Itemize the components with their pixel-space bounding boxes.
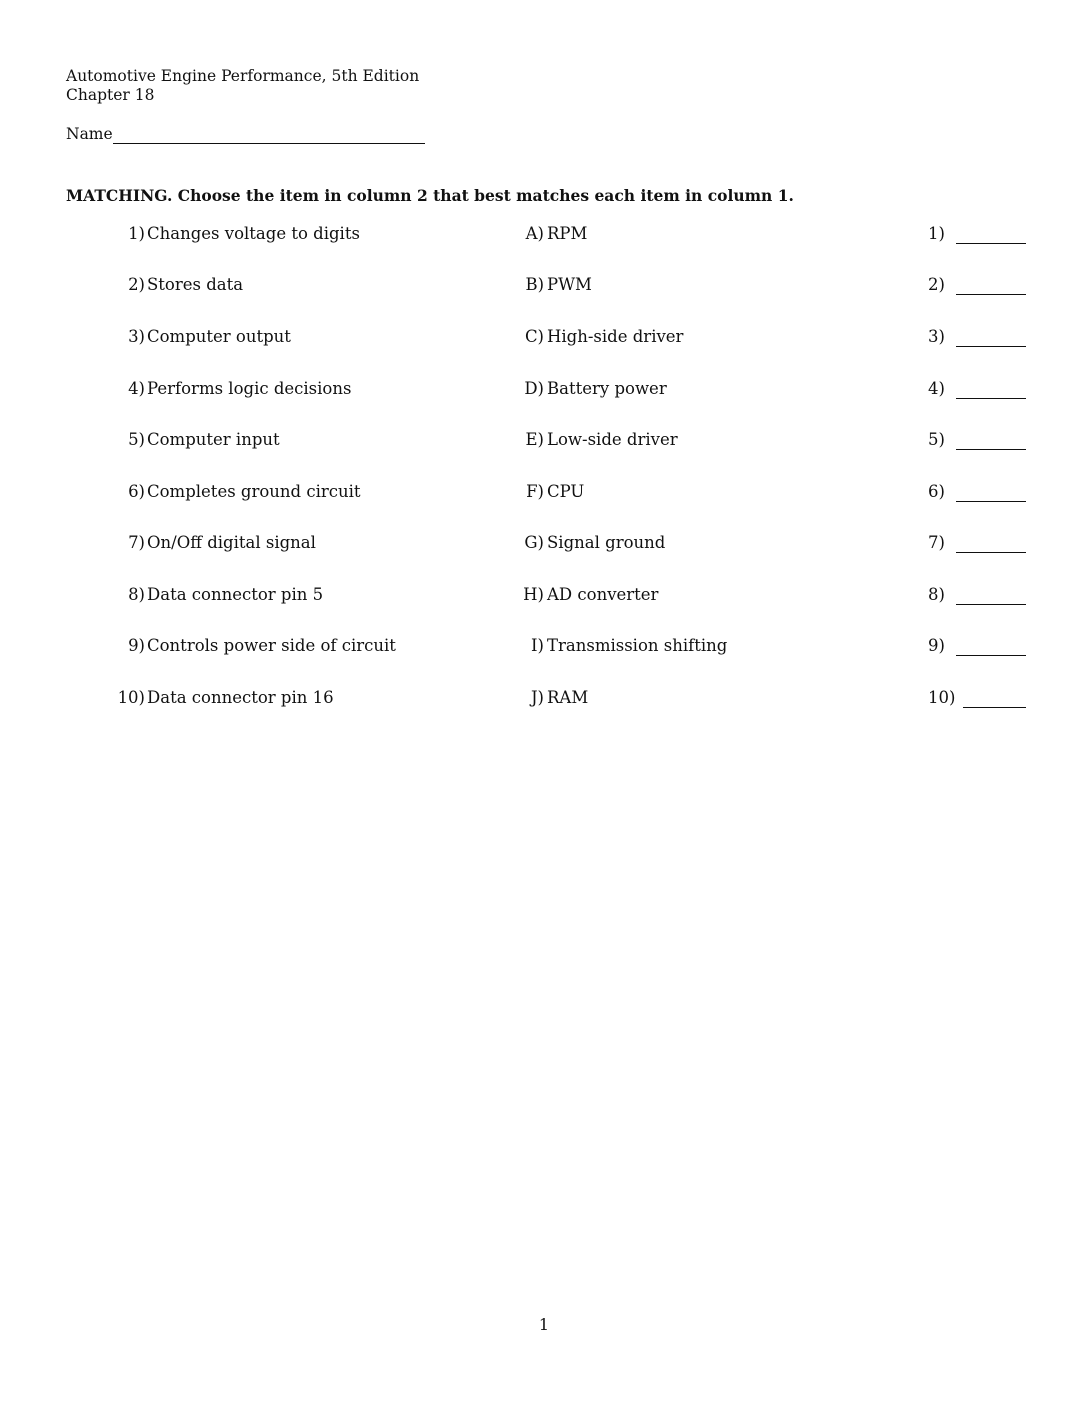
match-text: Transmission shifting: [547, 636, 728, 655]
name-label: Name: [66, 125, 113, 143]
question-row: [0, 482, 1088, 506]
chapter-label: Chapter 18: [66, 86, 155, 104]
answer-number: 3): [928, 327, 945, 346]
question-row: [0, 327, 1088, 351]
answer-number: 1): [928, 224, 945, 243]
name-field[interactable]: [66, 125, 425, 144]
match-letter: I): [531, 636, 544, 655]
question-row: [0, 533, 1088, 557]
match-letter: J): [530, 688, 544, 707]
question-row: [0, 688, 1088, 712]
question-number: 5): [128, 430, 145, 449]
question-text: Controls power side of circuit: [147, 636, 396, 655]
answer-blank[interactable]: [956, 655, 1026, 656]
match-text: RPM: [547, 224, 588, 243]
question-number: 10): [117, 688, 145, 707]
answer-number: 7): [928, 533, 945, 552]
match-text: PWM: [547, 275, 592, 294]
match-text: High-side driver: [547, 327, 684, 346]
answer-blank[interactable]: [956, 501, 1026, 502]
question-text: Computer input: [147, 430, 280, 449]
answer-blank[interactable]: [956, 398, 1026, 399]
question-text: Data connector pin 5: [147, 585, 324, 604]
question-text: Completes ground circuit: [147, 482, 361, 501]
question-number: 9): [128, 636, 145, 655]
match-letter: H): [523, 585, 544, 604]
answer-number: 9): [928, 636, 945, 655]
match-letter: B): [525, 275, 544, 294]
match-letter: A): [525, 224, 544, 243]
question-row: [0, 585, 1088, 609]
match-text: Low-side driver: [547, 430, 678, 449]
answer-number: 2): [928, 275, 945, 294]
question-row: [0, 275, 1088, 299]
answer-number: 6): [928, 482, 945, 501]
question-row: [0, 224, 1088, 248]
question-text: Stores data: [147, 275, 244, 294]
question-row: [0, 379, 1088, 403]
question-row: [0, 636, 1088, 660]
match-text: Battery power: [547, 379, 667, 398]
question-number: 3): [128, 327, 145, 346]
match-letter: E): [525, 430, 544, 449]
answer-blank[interactable]: [956, 449, 1026, 450]
answer-blank[interactable]: [956, 604, 1026, 605]
answer-blank[interactable]: [963, 707, 1026, 708]
match-text: AD converter: [547, 585, 659, 604]
question-row: [0, 430, 1088, 454]
match-letter: D): [524, 379, 544, 398]
question-number: 2): [128, 275, 145, 294]
match-text: CPU: [547, 482, 585, 501]
question-number: 1): [128, 224, 145, 243]
question-number: 8): [128, 585, 145, 604]
question-text: On/Off digital signal: [147, 533, 316, 552]
match-letter: G): [524, 533, 544, 552]
page-number: 1: [538, 1315, 550, 1334]
book-title: Automotive Engine Performance, 5th Edition: [66, 67, 420, 85]
match-text: RAM: [547, 688, 589, 707]
question-number: 4): [128, 379, 145, 398]
question-text: Computer output: [147, 327, 291, 346]
instructions: MATCHING. Choose the item in column 2 that best matches each item in column 1.: [66, 186, 794, 205]
match-text: Signal ground: [547, 533, 666, 552]
question-text: Changes voltage to digits: [147, 224, 360, 243]
question-number: 7): [128, 533, 145, 552]
name-blank[interactable]: [113, 125, 425, 144]
answer-blank[interactable]: [956, 552, 1026, 553]
answer-blank[interactable]: [956, 294, 1026, 295]
answer-number: 10): [928, 688, 956, 707]
question-number: 6): [128, 482, 145, 501]
answer-blank[interactable]: [956, 243, 1026, 244]
question-text: Performs logic decisions: [147, 379, 352, 398]
answer-blank[interactable]: [956, 346, 1026, 347]
match-letter: F): [526, 482, 544, 501]
answer-number: 8): [928, 585, 945, 604]
answer-number: 5): [928, 430, 945, 449]
question-text: Data connector pin 16: [147, 688, 334, 707]
answer-number: 4): [928, 379, 945, 398]
match-letter: C): [524, 327, 544, 346]
